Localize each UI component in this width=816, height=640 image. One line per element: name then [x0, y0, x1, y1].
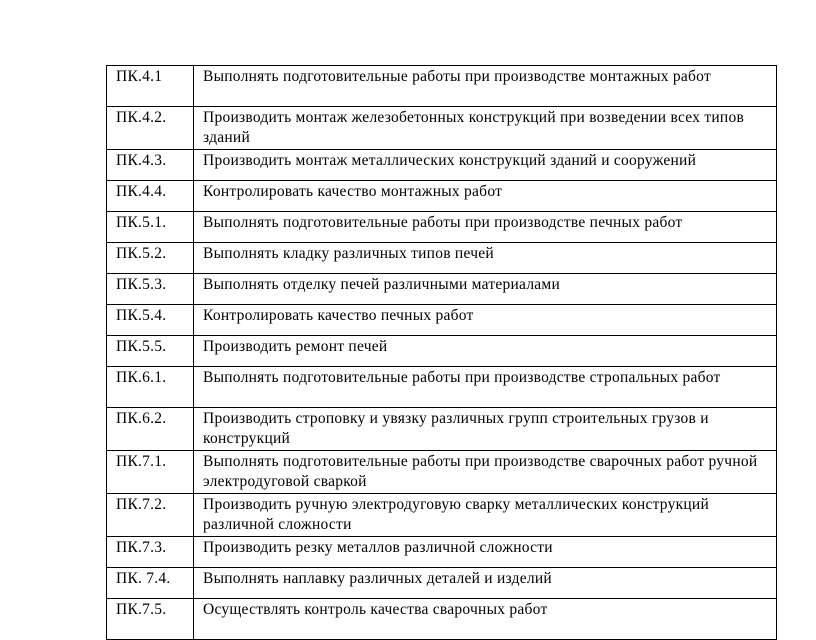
table-row — [107, 408, 777, 451]
competency-description: Осуществлять контроль качества сварочных работ — [194, 599, 777, 640]
table-row — [107, 305, 777, 336]
competency-code: ПК.4.2. — [107, 107, 194, 150]
competency-code: ПК.4.1 — [107, 66, 194, 107]
competency-code: ПК.5.2. — [107, 243, 194, 274]
competency-description: Выполнять наплавку различных деталей и изделий — [194, 568, 777, 599]
table-row — [107, 181, 777, 212]
competency-description: Производить ручную электродуговую сварку металлических конструкций различной сложности — [194, 494, 777, 537]
table-row — [107, 451, 777, 494]
competency-code: ПК.5.3. — [107, 274, 194, 305]
competency-description: Производить монтаж железобетонных конструкций при возведении всех типов зданий — [194, 107, 777, 150]
competency-code: ПК.6.1. — [107, 367, 194, 408]
competency-code: ПК. 7.4. — [107, 568, 194, 599]
competency-code: ПК.7.3. — [107, 537, 194, 568]
competency-code: ПК.5.4. — [107, 305, 194, 336]
table-row — [107, 494, 777, 537]
competency-description: Производить строповку и увязку различных групп строительных грузов и конструкций — [194, 408, 777, 451]
competency-code: ПК.5.1. — [107, 212, 194, 243]
competency-code: ПК.4.4. — [107, 181, 194, 212]
table-row — [107, 599, 777, 640]
competency-description: Контролировать качество монтажных работ — [194, 181, 777, 212]
competency-code: ПК.6.2. — [107, 408, 194, 451]
table-row — [107, 66, 777, 107]
table-row — [107, 243, 777, 274]
table-row — [107, 336, 777, 367]
competency-description: Выполнять подготовительные работы при производстве монтажных работ — [194, 66, 777, 107]
competency-code: ПК.5.5. — [107, 336, 194, 367]
competency-description: Выполнять отделку печей различными материалами — [194, 274, 777, 305]
competency-description: Производить ремонт печей — [194, 336, 777, 367]
competency-code: ПК.7.1. — [107, 451, 194, 494]
competency-description: Выполнять подготовительные работы при производстве стропальных работ — [194, 367, 777, 408]
table-row — [107, 274, 777, 305]
competency-description: Выполнять кладку различных типов печей — [194, 243, 777, 274]
competency-code: ПК.4.3. — [107, 150, 194, 181]
table-row — [107, 150, 777, 181]
competency-description: Выполнять подготовительные работы при производстве сварочных работ ручной электродуговой сваркой — [194, 451, 777, 494]
competencies-table — [106, 65, 777, 640]
table-row — [107, 367, 777, 408]
table-row — [107, 212, 777, 243]
table-row — [107, 568, 777, 599]
competency-description: Производить резку металлов различной сложности — [194, 537, 777, 568]
competency-code: ПК.7.5. — [107, 599, 194, 640]
competency-description: Выполнять подготовительные работы при производстве печных работ — [194, 212, 777, 243]
table-row — [107, 537, 777, 568]
table-row — [107, 107, 777, 150]
competency-description: Контролировать качество печных работ — [194, 305, 777, 336]
competency-description: Производить монтаж металлических конструкций зданий и сооружений — [194, 150, 777, 181]
competency-code: ПК.7.2. — [107, 494, 194, 537]
